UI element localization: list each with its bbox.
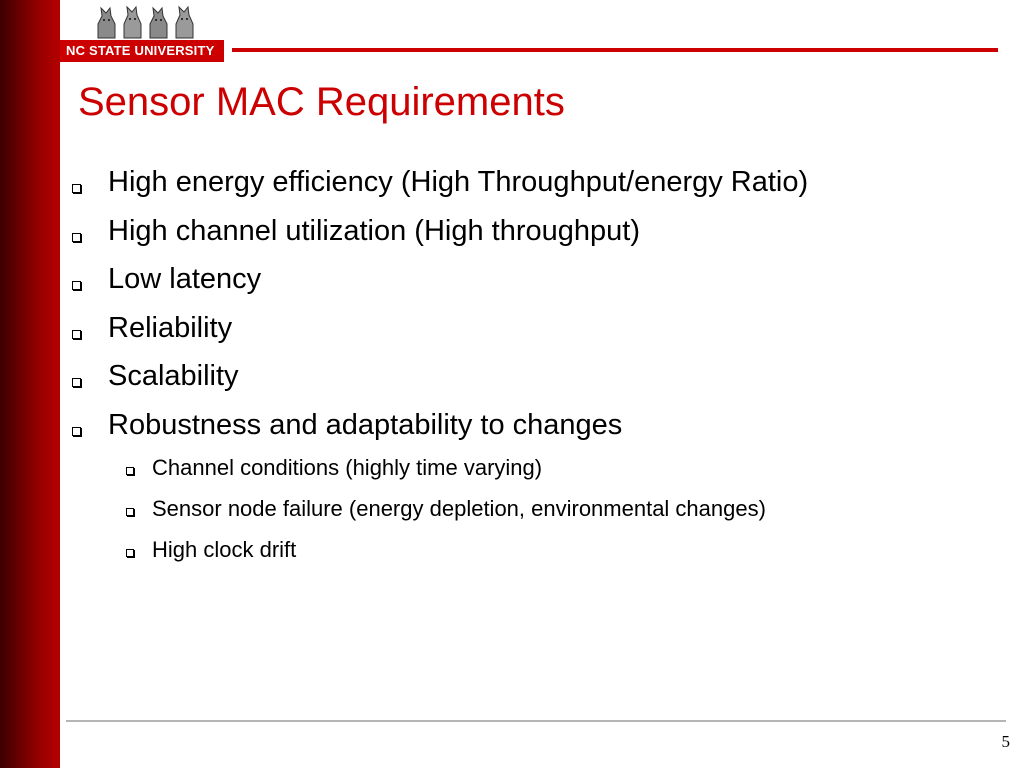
bullet-text: High channel utilization (High throughput) xyxy=(108,214,640,247)
square-bullet-icon xyxy=(72,427,81,436)
sub-bullet-text: Sensor node failure (energy depletion, environmental changes) xyxy=(152,496,766,521)
square-bullet-icon xyxy=(72,281,81,290)
sub-bullet-item xyxy=(72,455,992,496)
bullet-text: Scalability xyxy=(108,360,239,392)
square-bullet-icon xyxy=(72,330,81,339)
bullet-text: Robustness and adaptability to changes xyxy=(108,408,623,441)
footer-divider xyxy=(66,720,1006,722)
sub-bullet-text: Channel conditions (highly time varying) xyxy=(152,455,543,480)
bullet-item xyxy=(72,407,992,456)
bullet-item xyxy=(72,261,992,310)
bullet-item xyxy=(72,213,992,262)
bullet-text: High energy efficiency (High Throughput/energy Ratio) xyxy=(108,166,809,198)
sub-bullet-text: High clock drift xyxy=(152,537,297,562)
square-bullet-icon xyxy=(126,467,134,475)
wolf-pack-logo-icon xyxy=(92,4,202,40)
square-bullet-icon xyxy=(72,184,81,193)
bullet-text: Low latency xyxy=(108,263,262,295)
bullet-list xyxy=(72,164,992,578)
square-bullet-icon xyxy=(72,233,81,242)
bullet-item xyxy=(72,164,992,213)
left-sidebar-bar xyxy=(0,0,60,768)
page-number: 5 xyxy=(1001,732,1010,751)
sub-bullet-item xyxy=(72,496,992,537)
square-bullet-icon xyxy=(72,378,81,387)
square-bullet-icon xyxy=(126,549,134,557)
brand-text: NC STATE UNIVERSITY xyxy=(66,43,215,58)
bullet-text: Reliability xyxy=(108,311,233,344)
bullet-item xyxy=(72,310,992,359)
square-bullet-icon xyxy=(126,508,134,516)
sub-bullet-item xyxy=(72,537,992,578)
bullet-item xyxy=(72,358,992,407)
slide-title: Sensor MAC Requirements xyxy=(78,80,565,124)
header-divider xyxy=(232,48,998,52)
